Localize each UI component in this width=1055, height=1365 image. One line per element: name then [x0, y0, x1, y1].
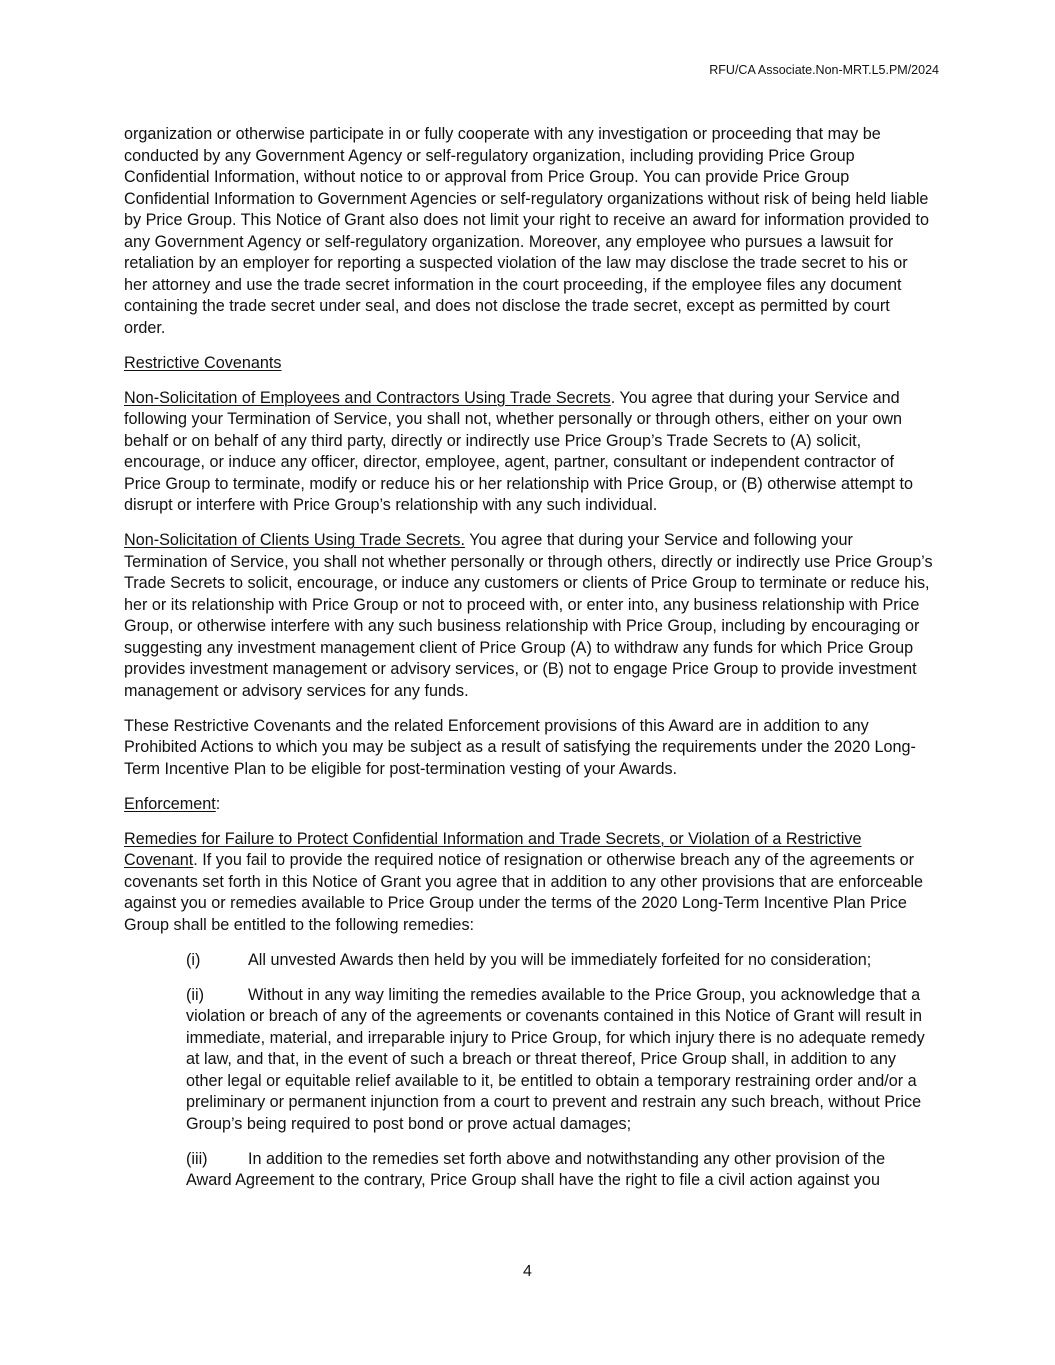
remedy-number: (iii)	[186, 1149, 208, 1168]
page-number: 4	[523, 1263, 532, 1280]
paragraph-whistleblower: organization or otherwise participate in or fully cooperate with any investigation or proceeding that may be conducted by any Government Agency or self-regulatory organization, including providing Price Group Confidential Information, without notice to or approval from Price Group. You can provide Price Group Confidential Information to Government Agencies or self-regulatory organizations without risk of being held liable by Price Group. This Notice of Grant also does not limit your right to receive an award for information provided to any Government Agency or self-regulatory organization. Moreover, any employee who pursues a lawsuit for retaliation by an employer for reporting a suspected violation of the law may disclose the trade secret to his or her attorney and use the trade secret information in the court proceeding, if the employee files any document containing the trade secret under seal, and does not disclose the trade secret, except as permitted by court order.	[124, 125, 929, 337]
remedies-title: Remedies for Failure to Protect Confidential Information and Trade Secrets, or Violation of a Restrictive Covenant	[124, 829, 862, 869]
remedy-text: In addition to the remedies set forth above and notwithstanding any other provision of the Award Agreement to the contrary, Price Group shall have the right to file a civil action against you	[186, 1149, 886, 1189]
non-solicitation-clients-body: You agree that during your Service and following your Termination of Service, you shall not whether personally or through others, directly or indirectly use Price Group’s Trade Secrets to solicit, encourage, or induce any customers or clients of Price Group to terminate or reduce his, her or its relationship with Price Group or not to proceed with, or enter into, any business relationship with Price Group, or otherwise interfere with any such business relationship with Price Group, including by encouraging or suggesting any investment management client of Price Group (A) to withdraw any funds for which Price Group provides investment management or advisory services, or (B) not to engage Price Group to provide investment management or advisory services for any funds.	[124, 531, 933, 700]
enforcement-title: Enforcement	[124, 794, 216, 813]
enforcement-colon: :	[215, 794, 221, 813]
section-heading-restrictive-covenants	[124, 353, 934, 375]
remedies-body: . If you fail to provide the required notice of resignation or otherwise breach any of the agreements or covenants set forth in this Notice of Grant you agree that in addition to any other provisions that are enforceable against you or remedies available to Price Group under the terms of the 2020 Long-Term Incentive Plan Price Group shall be entitled to the following remedies:	[124, 851, 924, 934]
remedy-item-i	[186, 950, 934, 972]
remedy-text: Without in any way limiting the remedies available to the Price Group, you acknowledge that a violation or breach of any of the agreements or covenants contained in this Notice of Grant will result in immediate, material, and irreparable injury to Price Group, for which injury there is no adequate remedy at law, and that, in the event of such a breach or threat thereof, Price Group shall, in addition to any other legal or equitable relief available to it, be entitled to obtain a temporary restraining order and/or a preliminary or permanent injunction from a court to prevent and restrain any such breach, without Price Group’s being required to post bond or prove actual damages;	[186, 985, 925, 1133]
document-code-header: RFU/CA Associate.Non-MRT.L5.PM/2024	[709, 63, 939, 77]
paragraph-remedies	[124, 829, 934, 937]
remedy-item-ii	[186, 985, 934, 1136]
paragraph-non-solicitation-employees	[124, 388, 934, 517]
remedy-text: All unvested Awards then held by you will be immediately forfeited for no consideration;	[248, 950, 872, 969]
non-solicitation-clients-title: Non-Solicitation of Clients Using Trade Secrets.	[124, 531, 465, 549]
non-solicitation-employees-title: Non-Solicitation of Employees and Contractors Using Trade Secrets	[124, 388, 611, 407]
remedy-number: (i)	[186, 950, 201, 969]
remedy-item-iii	[186, 1149, 934, 1192]
restrictive-covenants-title: Restrictive Covenants	[124, 353, 282, 372]
remedy-number: (ii)	[186, 985, 204, 1004]
section-heading-enforcement	[124, 794, 934, 816]
non-solicitation-employees-body: . You agree that during your Service and following your Termination of Service, you shall not, whether personally or through others, either on your own behalf or on behalf of any third party, directly or indirectly use Price Group’s Trade Secrets to (A) solicit, encourage, or induce any officer, director, employee, agent, partner, consultant or independent contractor of Price Group to terminate, modify or reduce his or her relationship with Price Group, or (B) otherwise attempt to disrupt or interfere with Price Group’s relationship with any such individual.	[124, 388, 914, 514]
paragraph-non-solicitation-clients	[124, 530, 934, 702]
paragraph-prohibited-actions: These Restrictive Covenants and the related Enforcement provisions of this Award are in addition to any Prohibited Actions to which you may be subject as a result of satisfying the requirements under the 2020 Long-Term Incentive Plan to be eligible for post-termination vesting of your Awards.	[124, 716, 916, 778]
document-body	[124, 124, 934, 1205]
